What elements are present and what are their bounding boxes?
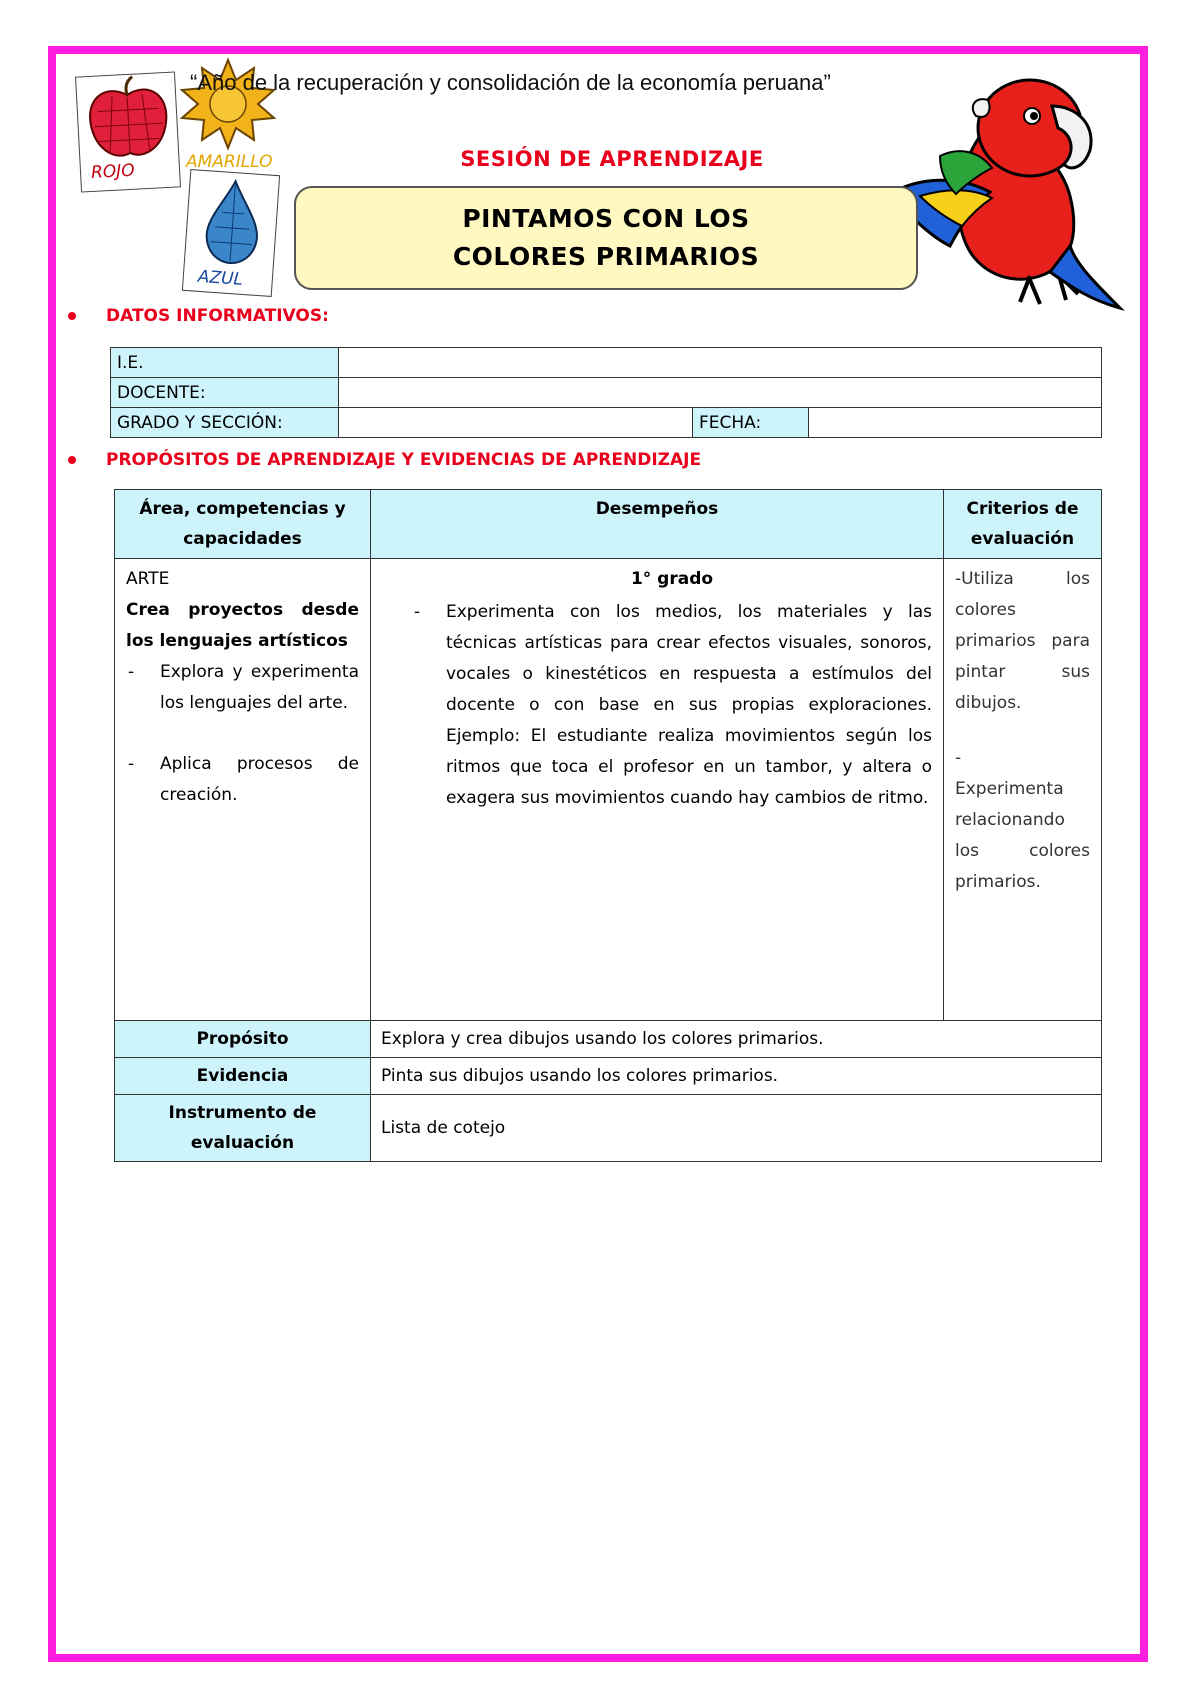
propositos-heading <box>68 450 701 470</box>
main-title-box <box>294 186 918 290</box>
main-title: PINTAMOS CON LOS COLORES PRIMARIOS <box>452 204 760 271</box>
session-title: SESIÓN DE APRENDIZAJE <box>460 147 764 171</box>
card-azul <box>182 169 280 297</box>
table-row <box>111 378 1102 408</box>
ie-label: I.E. <box>111 348 339 378</box>
ie-value[interactable] <box>339 348 1102 378</box>
capacidad-item: - Aplica procesos de creación. <box>126 749 359 811</box>
propositos-table <box>114 489 1102 1162</box>
capacidad-item: - Explora y experimenta los lenguajes del arte. <box>126 657 359 719</box>
criterio-2: Experimenta relacionando los colores primarios. <box>955 779 1090 892</box>
datos-heading <box>68 306 329 326</box>
card-rojo <box>75 71 181 192</box>
parrot-illustration <box>880 76 1130 316</box>
area-cell <box>115 559 371 1021</box>
competencia: Crea proyectos desde los lenguajes artísticos <box>126 600 359 651</box>
header-area: Área, competencias y capacidades <box>115 490 371 559</box>
header-desempenos: Desempeños <box>371 490 944 559</box>
datos-heading-text: DATOS INFORMATIVOS: <box>106 306 329 326</box>
criterios-cell <box>944 559 1102 1021</box>
year-motto: “Año de la recuperación y consolidación de la economía peruana” <box>190 70 831 95</box>
proposito-value: Explora y crea dibujos usando los colores primarios. <box>371 1021 1102 1058</box>
table-row <box>115 1021 1102 1058</box>
area-name: ARTE <box>126 569 170 589</box>
criterio-1: -Utiliza los colores primarios para pintar sus dibujos. <box>955 569 1090 713</box>
table-header-row <box>115 490 1102 559</box>
water-drop-icon <box>185 170 281 270</box>
table-row <box>115 559 1102 1021</box>
instrumento-label: Instrumento de evaluación <box>115 1095 371 1162</box>
card-label-rojo: ROJO <box>90 160 136 183</box>
propositos-heading-text: PROPÓSITOS DE APRENDIZAJE Y EVIDENCIAS DE APRENDIZAJE <box>106 450 702 470</box>
datos-table <box>110 347 1102 438</box>
card-label-azul: AZUL <box>197 266 244 290</box>
criterio-2-dash: - <box>955 748 962 768</box>
proposito-label: Propósito <box>115 1021 371 1058</box>
grado-label: GRADO Y SECCIÓN: <box>111 408 339 438</box>
docente-value[interactable] <box>339 378 1102 408</box>
desempenos-cell <box>371 559 944 1021</box>
grado-label: 1° grado <box>630 569 714 589</box>
bullet-icon <box>68 456 76 464</box>
desempeno-text: - Experimenta con los medios, los materiales y las técnicas artísticas para crear efectos visuales, sonoros, vocales o kinestéticos en respuesta a estímulos del docente o con base en sus propias exploraciones. Ejemplo: El estudiante realiza movimientos según los ritmos que toca el profesor en un tambor, y altera o exagera sus movimientos cuando hay cambios de ritmo. <box>412 597 932 814</box>
apple-icon <box>76 72 181 167</box>
instrumento-value: Lista de cotejo <box>371 1095 1102 1162</box>
evidencia-value: Pinta sus dibujos usando los colores primarios. <box>371 1058 1102 1095</box>
table-row <box>111 408 1102 438</box>
table-row <box>111 348 1102 378</box>
bullet-icon <box>68 312 76 320</box>
docente-label: DOCENTE: <box>111 378 339 408</box>
fecha-value[interactable] <box>809 408 1102 438</box>
grado-value[interactable] <box>339 408 693 438</box>
evidencia-label: Evidencia <box>115 1058 371 1095</box>
table-row <box>115 1095 1102 1162</box>
card-label-amarillo: AMARILLO <box>186 152 273 172</box>
fecha-label: FECHA: <box>693 408 809 438</box>
table-row <box>115 1058 1102 1095</box>
header-criterios: Criterios de evaluación <box>944 490 1102 559</box>
